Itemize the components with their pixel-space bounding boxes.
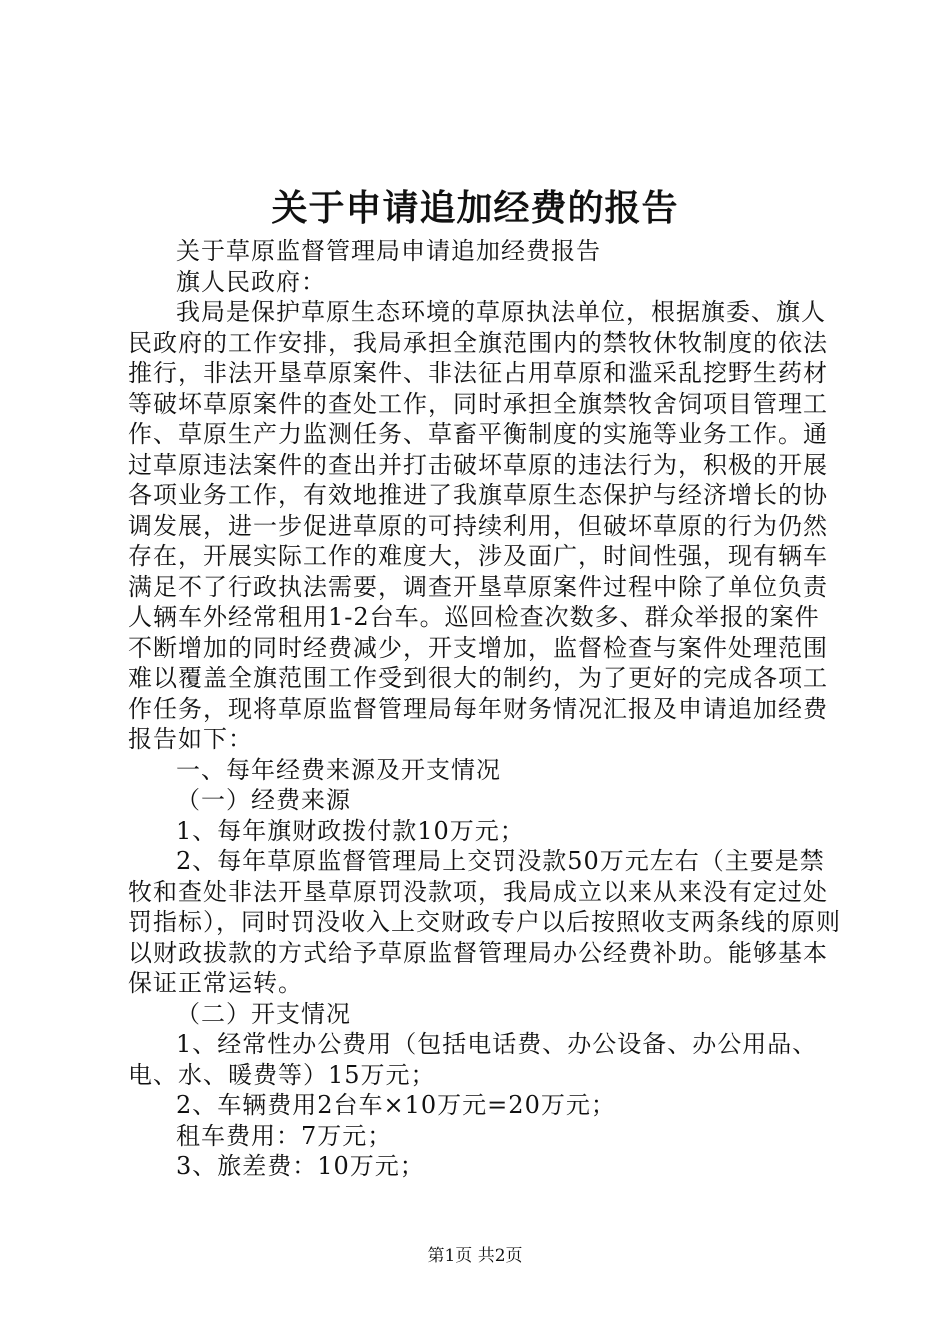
list-item: 1、经常性办公费用（包括电话费、办公设备、办公用品、电、水、暖费等）15万元； bbox=[128, 1030, 818, 1089]
list-item: 1、每年旗财政拨付款10万元； bbox=[176, 816, 525, 845]
list-item: 2、车辆费用2台车×10万元=20万元； bbox=[176, 1091, 616, 1119]
list-item: 租车费用：7万元； bbox=[176, 1121, 393, 1150]
subsection-heading: （一）经费来源 bbox=[176, 786, 351, 814]
subsection-heading: （二）开支情况 bbox=[176, 999, 351, 1028]
document-title: 关于申请追加经费的报告 bbox=[271, 187, 679, 229]
document-body bbox=[128, 236, 844, 1182]
subject-line: 关于草原监督管理局申请追加经费报告 bbox=[176, 237, 601, 265]
body-paragraph: 我局是保护草原生态环境的草原执法单位，根据旗委、旗人民政府的工作安排，我局承担全旗范围内的禁牧休牧制度的依法推行，非法开垦草原案件、非法征占用草原和滥采乱挖野生药材等破坏草原案件的查处工作，同时承担全旗禁牧舍饲项目管理工作、草原生产力监测任务、草畜平衡制度的实施等业务工作。通过草原违法案件的查出并打击破坏草原的违法行为，积极的开展各项业务工作，有效地推进了我旗草原生态保护与经济增长的协调发展，进一步促进草原的可持续利用，但破坏草原的行为仍然存在，开展实际工作的难度大，涉及面广，时间性强，现有辆车满足不了行政执法需要，调查开垦草原案件过程中除了单位负责人辆车外经常租用1-2台车。巡回检查次数多、群众举报的案件不断增加的同时经费减少，开支增加，监督检查与案件处理范围难以覆盖全旗范围工作受到很大的制约，为了更好的完成各项工作任务，现将草原监督管理局每年财务情况汇报及申请追加经费报告如下： bbox=[128, 298, 828, 753]
list-item: 2、每年草原监督管理局上交罚没款50万元左右（主要是禁牧和查处非法开垦草原罚没款项，我局成立以来从来没有定过处罚指标），同时罚没收入上交财政专户以后按照收支两条线的原则以财政拔款的方式给予草原监督管理局办公经费补助。能够基本保证正常运转。 bbox=[128, 847, 841, 997]
section-heading: 一、每年经费来源及开支情况 bbox=[176, 755, 501, 784]
addressee: 旗人民政府： bbox=[176, 267, 326, 296]
list-item: 3、旅差费：10万元； bbox=[176, 1152, 425, 1180]
page-footer: 第1页 共2页 bbox=[427, 1246, 523, 1266]
